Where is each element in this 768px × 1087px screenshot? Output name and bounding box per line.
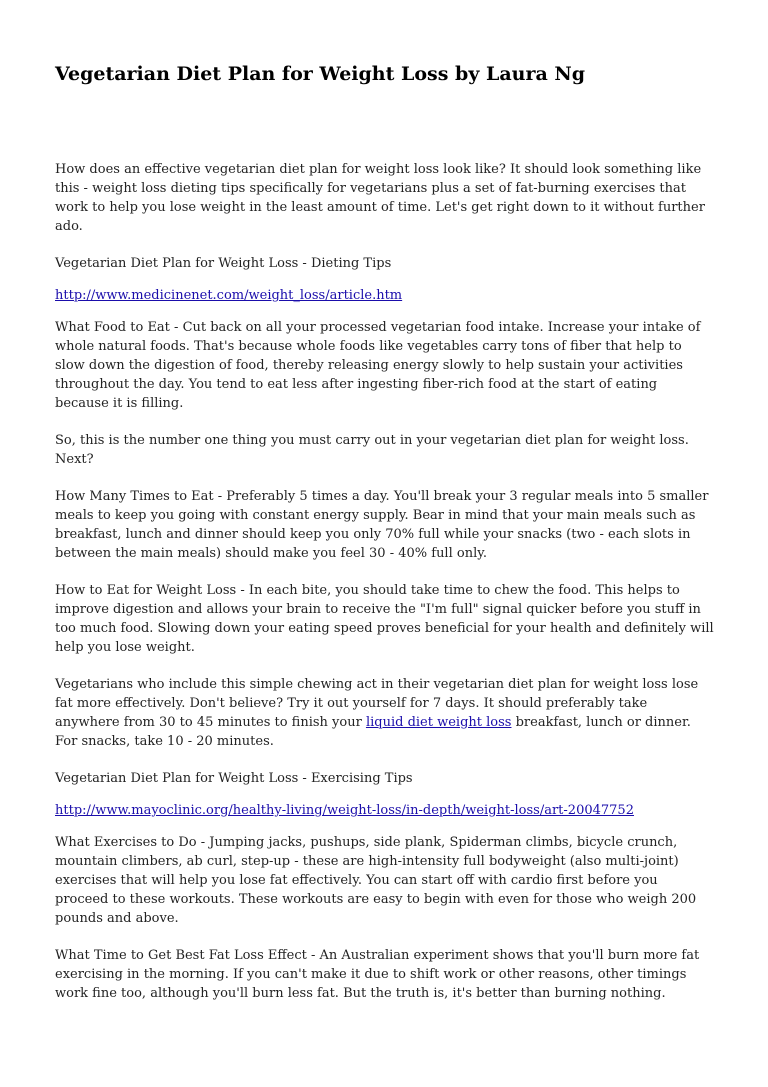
intro-paragraph: How does an effective vegetarian diet plan for weight loss look like? It should look something like this - weight loss dieting tips specifically for vegetarians plus a set of fat-burning exercises that work to help you lose weight in the least amount of time. Let's get right down to it without further ado. bbox=[55, 162, 705, 234]
what-exercises-paragraph: What Exercises to Do - Jumping jacks, pushups, side plank, Spiderman climbs, bicycle crunch, mountain climbers, ab curl, step-up - these are high-intensity full bodyweight (also multi-joint) exercises that will help you lose fat effectively. You can start off with cardio first before you proceed to these workouts. These workouts are easy to begin with even for those who weigh 200 pounds and above. bbox=[55, 835, 697, 926]
how-to-eat-paragraph: How to Eat for Weight Loss - In each bite, you should take time to chew the food. This helps to improve digestion and allows your brain to receive the "I'm full" signal quicker before you stuff in too much food. Slowing down your eating speed proves beneficial for your health and definitely will help you lose weight. bbox=[55, 583, 714, 655]
document-title: Vegetarian Diet Plan for Weight Loss by Laura Ng bbox=[55, 63, 586, 85]
dieting-tips-heading: Vegetarian Diet Plan for Weight Loss - Dieting Tips bbox=[55, 256, 392, 271]
what-time-paragraph: What Time to Get Best Fat Loss Effect - An Australian experiment shows that you'll burn more fat exercising in the morning. If you can't make it due to shift work or other reasons, other timings work fine too, although you'll burn less fat. But the truth is, it's better than burning nothing. bbox=[55, 948, 700, 1001]
exercising-tips-heading: Vegetarian Diet Plan for Weight Loss - Exercising Tips bbox=[55, 771, 413, 786]
chewing-paragraph bbox=[55, 675, 715, 751]
dieting-reference-link[interactable]: http://www.medicinenet.com/weight_loss/article.htm bbox=[55, 288, 403, 303]
document-body bbox=[55, 160, 715, 1021]
what-food-paragraph: What Food to Eat - Cut back on all your processed vegetarian food intake. Increase your intake of whole natural foods. That's because whole foods like vegetables carry tons of fiber that help to slow down the digestion of food, thereby releasing energy slowly to help sustain your activities throughout the day. You tend to eat less after ingesting fiber-rich food at the start of eating because it is filling. bbox=[55, 320, 701, 411]
liquid-diet-link[interactable]: liquid diet weight loss bbox=[365, 715, 512, 730]
number-one-paragraph: So, this is the number one thing you must carry out in your vegetarian diet plan for weight loss. Next? bbox=[55, 433, 689, 467]
dieting-reference-paragraph bbox=[55, 286, 715, 305]
exercising-reference-link[interactable]: http://www.mayoclinic.org/healthy-living/weight-loss/in-depth/weight-loss/art-20047752 bbox=[55, 803, 634, 818]
exercising-reference-paragraph bbox=[55, 801, 715, 820]
how-many-times-paragraph: How Many Times to Eat - Preferably 5 times a day. You'll break your 3 regular meals into 5 smaller meals to keep you going with constant energy supply. Bear in mind that your main meals such as breakfast, lunch and dinner should keep you only 70% full while your snacks (two - each slots in between the main meals) should make you feel 30 - 40% full only. bbox=[55, 489, 709, 561]
chewing-text-before: Vegetarians who include this simple chewing act in their vegetarian diet plan for weight loss lose fat more effectively. Don't believe? Try it out yourself for 7 days. It should preferably take anywhere from 30 to 45 minutes to finish your bbox=[55, 677, 699, 730]
chewing-text-after: breakfast, lunch or dinner. For snacks, take 10 - 20 minutes. bbox=[55, 715, 691, 749]
